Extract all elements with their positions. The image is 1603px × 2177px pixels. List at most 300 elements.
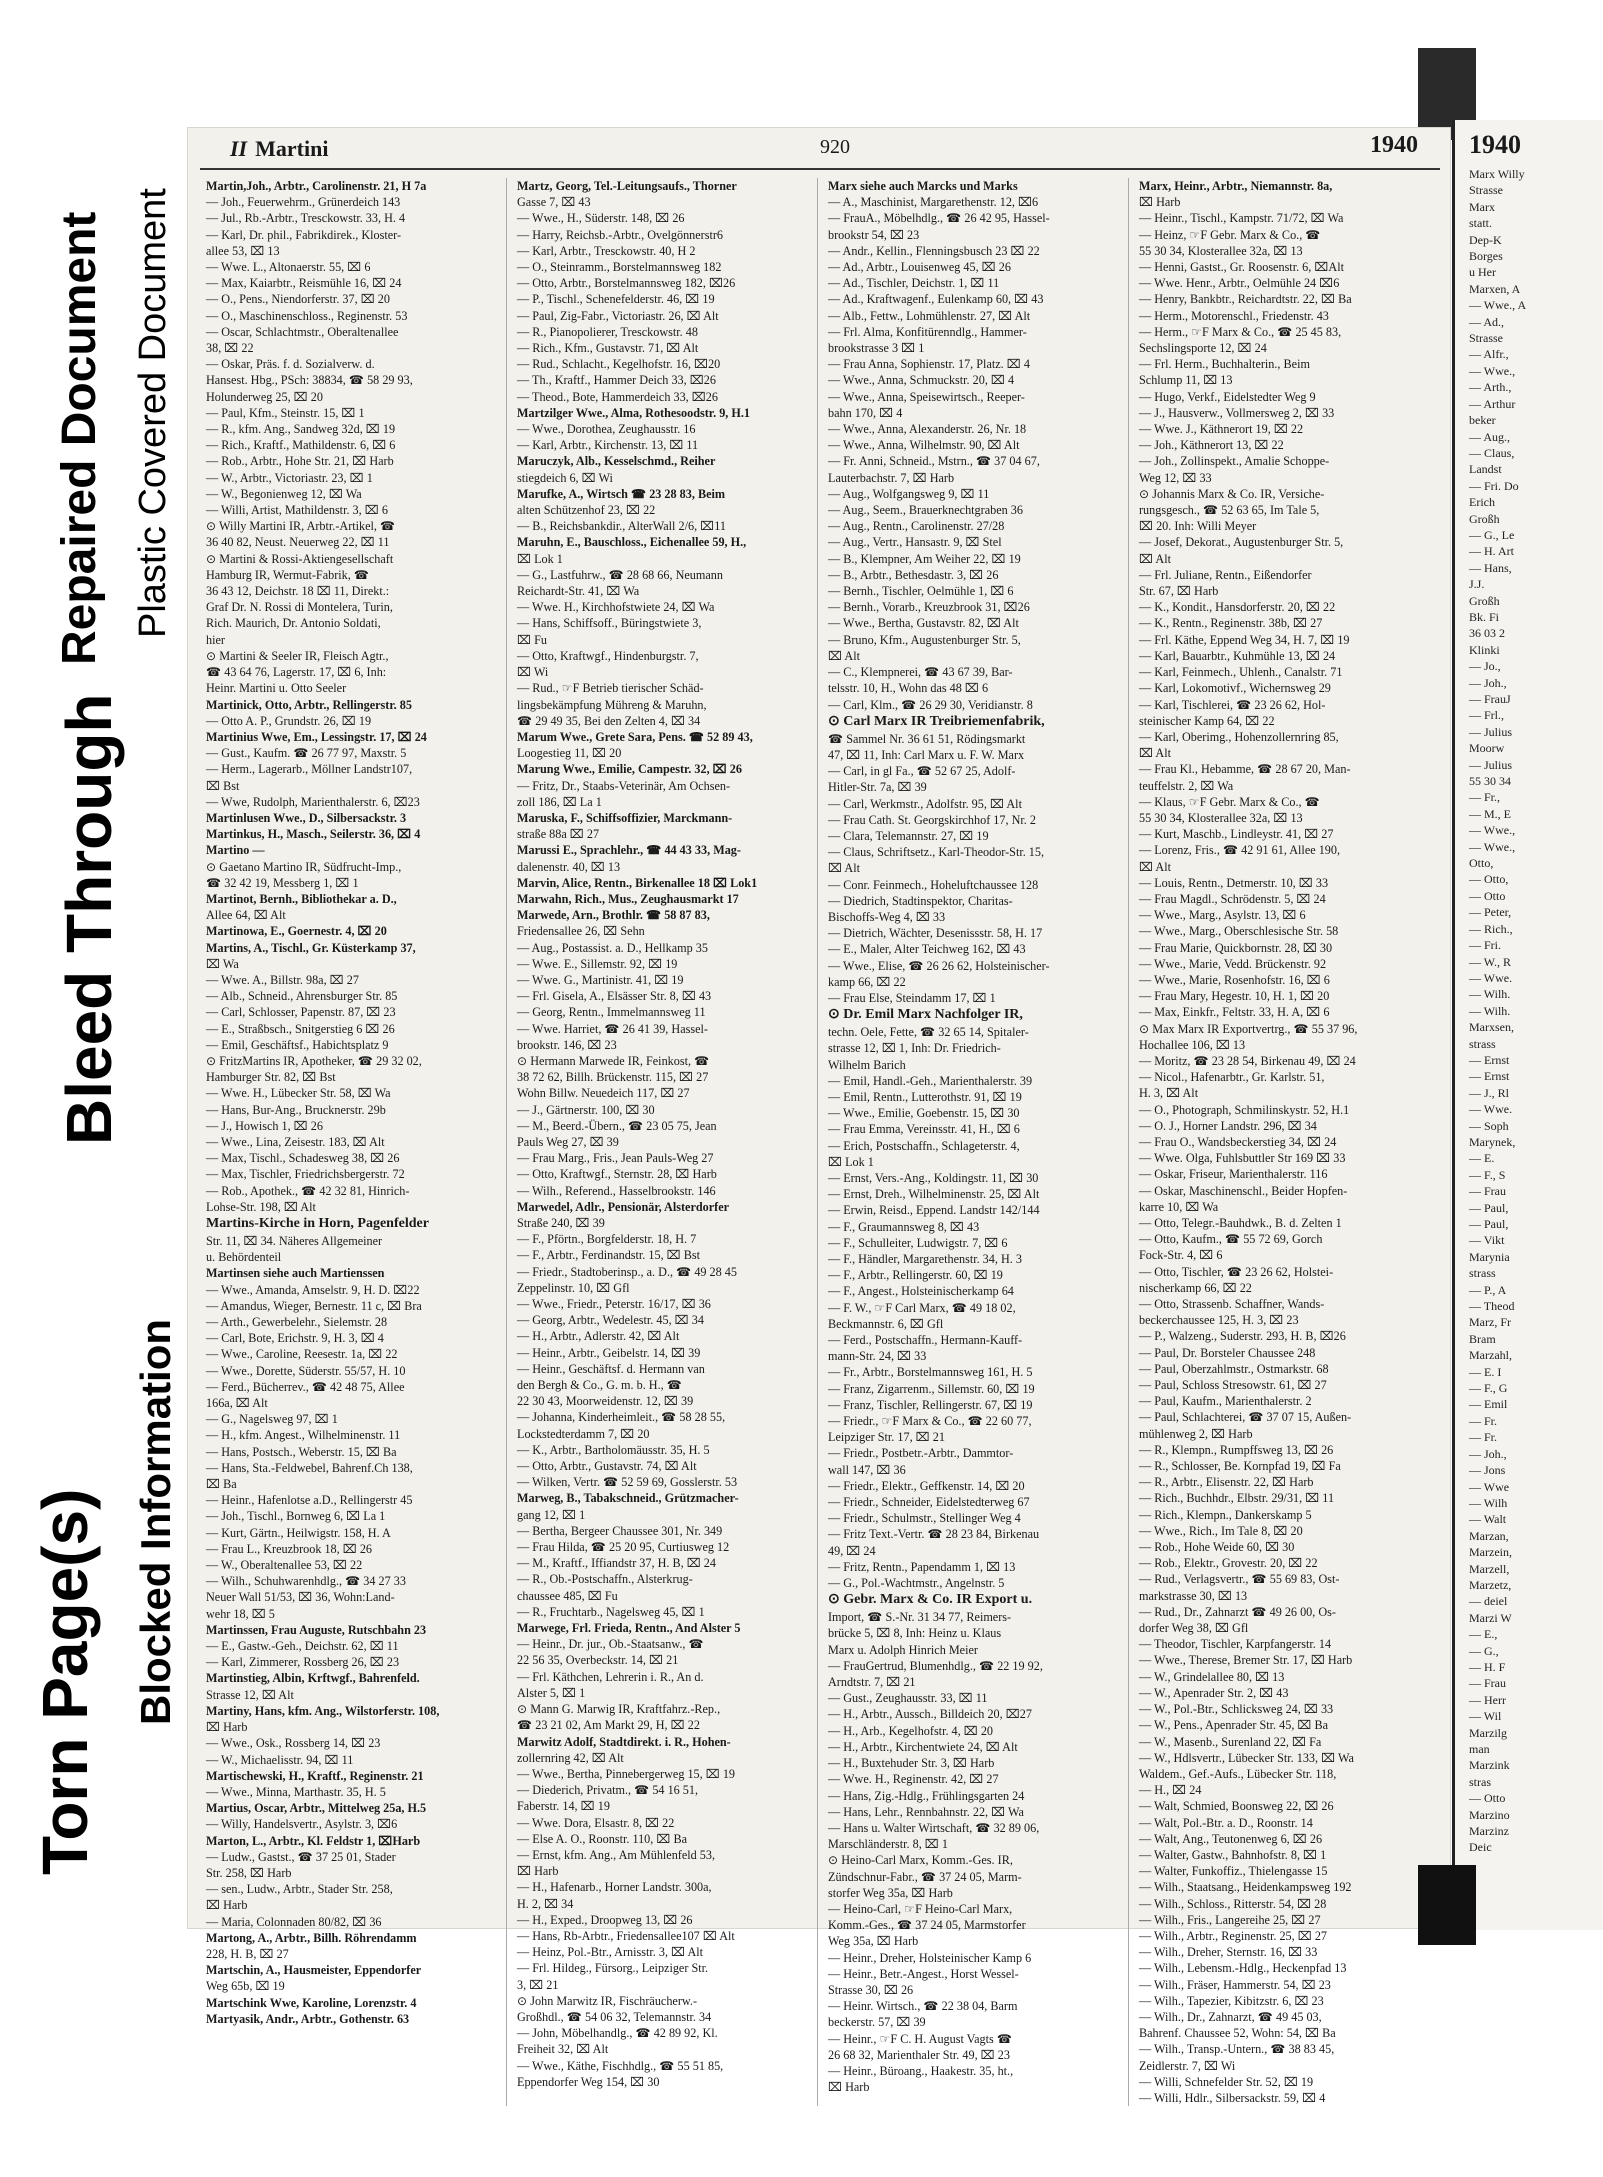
directory-entry: — K., Rentn., Reginenstr. 38b, ⌧ 27: [1139, 616, 1323, 631]
directory-entry: — Fritz Text.-Vertr. ☎ 28 23 84, Birkenau: [828, 1527, 1040, 1542]
directory-entry: — Gust., Zeughausstr. 33, ⌧ 11: [828, 1691, 988, 1706]
directory-entry: — Rich., Kfm., Gustavstr. 71, ⌧ Alt: [517, 341, 699, 356]
directory-entry: dorfer Weg 38, ⌧ Gfl: [1139, 1621, 1249, 1636]
directory-entry: Martius, Oscar, Arbtr., Mittelweg 25a, H.5: [206, 1801, 427, 1816]
adjacent-page-line: — Fr.: [1469, 1430, 1498, 1445]
directory-entry: 47, ⌧ 11, Inh: Carl Marx u. F. W. Marx: [828, 747, 1025, 762]
adjacent-page-line: — Fr.,: [1469, 790, 1501, 805]
adjacent-page-line: — W., R: [1469, 954, 1512, 969]
directory-entry: — Walter, Gastw., Bahnhofstr. 8, ⌧ 1: [1139, 1847, 1327, 1862]
adjacent-page-line: — Aug.,: [1469, 429, 1511, 444]
adjacent-page-line: — FrauJ: [1469, 692, 1511, 706]
directory-entry: Marufke, A., Wirtsch ☎ 23 28 83, Beim: [517, 486, 726, 501]
directory-entry: — Otto, Arbtr., Gustavstr. 74, ⌧ Alt: [517, 1459, 697, 1474]
directory-entry: Beckmannstr. 6, ⌧ Gfl: [828, 1316, 944, 1331]
directory-entry: — Rich., Klempn., Dankerskamp 5: [1139, 1507, 1312, 1522]
directory-entry: Zeidlerstr. 7, ⌧ Wi: [1139, 2058, 1236, 2073]
directory-entry: Schlump 11, ⌧ 13: [1139, 373, 1233, 388]
adjacent-page-line: — G., Le: [1469, 527, 1515, 542]
directory-entry: — Wwe. Dora, Elsastr. 8, ⌧ 22: [517, 1815, 675, 1830]
directory-entry: beckerchaussee 125, H. 3, ⌧ 23: [1139, 1313, 1299, 1328]
directory-entry: — C., Klempnerei, ☎ 43 67 39, Bar-: [828, 665, 1013, 680]
directory-entry: — Hugo, Verkf., Eidelstedter Weg 9: [1139, 389, 1316, 404]
adjacent-page-line: statt.: [1469, 216, 1492, 231]
directory-entry: — Wwe. E., Sillemstr. 92, ⌧ 19: [517, 956, 678, 971]
adjacent-page-line: Landst: [1469, 462, 1502, 477]
directory-entry: — Wwe., Marie, Vedd. Brückenstr. 92: [1139, 956, 1327, 971]
adjacent-page-line: — Rich.,: [1469, 921, 1513, 936]
directory-entry: Martinot, Bernh., Bibliothekar a. D.,: [206, 891, 397, 906]
directory-entry: Pauls Weg 27, ⌧ 39: [517, 1134, 619, 1149]
adjacent-page-line: — Wwe: [1469, 1479, 1510, 1494]
directory-column-4: [1135, 178, 1440, 2106]
directory-entry: — F. W., ☞F Carl Marx, ☎ 49 18 02,: [828, 1300, 1016, 1315]
directory-entry: — Wwe. H., Lübecker Str. 58, ⌧ Wa: [206, 1086, 391, 1101]
directory-entry: Lauterbachstr. 7, ⌧ Harb: [828, 470, 955, 485]
adjacent-page-line: — Frau: [1469, 1184, 1506, 1199]
directory-entry: — F., Schulleiter, Ludwigstr. 7, ⌧ 6: [828, 1235, 1008, 1250]
directory-entry: — Johanna, Kinderheimleit., ☎ 58 28 55,: [517, 1410, 726, 1425]
directory-entry: — Heinr., Geschäftsf. d. Hermann van: [517, 1361, 705, 1376]
directory-entry: — Carl, in gl Fa., ☎ 52 67 25, Adolf-: [828, 764, 1016, 779]
directory-entry: — Hans u. Walter Wirtschaft, ☎ 32 89 06,: [828, 1820, 1040, 1835]
directory-entry: — Ad., Tischler, Deichstr. 1, ⌧ 11: [828, 276, 1000, 291]
directory-entry: — Heinr., Tischl., Kampstr. 71/72, ⌧ Wa: [1139, 211, 1344, 226]
directory-entry: Zündschnur-Fabr., ☎ 37 24 05, Marm-: [828, 1869, 1022, 1884]
adjacent-page-line: — Arthur: [1469, 396, 1516, 411]
directory-entry: Maruska, F., Schiffsoffizier, Marckmann-: [517, 810, 733, 825]
directory-entry: — Fr. Anni, Schneid., Mstrn., ☎ 37 04 67,: [828, 454, 1040, 469]
annotation-repaired-document: Repaired Document: [53, 211, 106, 665]
directory-entry: Waldem., Gef.-Aufs., Lübecker Str. 118,: [1139, 1766, 1337, 1781]
directory-entry: ☎ Sammel Nr. 36 61 51, Rödingsmarkt: [828, 731, 1026, 746]
adjacent-page-line: Marx: [1469, 199, 1495, 214]
directory-entry: Martschink Wwe, Karoline, Lorenzstr. 4: [206, 1995, 417, 2010]
directory-entry: — Diederich, Privatm., ☎ 54 16 51,: [517, 1783, 699, 1798]
directory-entry: — Ernst, Vers.-Ang., Koldingstr. 11, ⌧ 30: [828, 1170, 1039, 1185]
section-name: Martini: [255, 136, 329, 161]
directory-entry: Martins, A., Tischl., Gr. Küsterkamp 37,: [206, 940, 416, 955]
adjacent-page-year: 1940: [1469, 130, 1521, 159]
directory-entry: — Fritz, Dr., Staabs-Veterinär, Am Ochsen-: [517, 778, 731, 793]
directory-entry: — W., Begonienweg 12, ⌧ Wa: [206, 486, 362, 501]
directory-entry: Weg 12, ⌧ 33: [1139, 470, 1212, 485]
adjacent-page-line: — Wilh: [1469, 1495, 1508, 1510]
adjacent-page-line: — Fr.: [1469, 1413, 1498, 1428]
directory-entry: zoll 186, ⌧ La 1: [517, 794, 602, 809]
directory-entry: alten Schützenhof 23, ⌧ 22: [517, 503, 656, 518]
directory-entry: — John, Möbelhandlg., ☎ 42 89 92, Kl.: [517, 2026, 718, 2041]
directory-entry: — Clara, Telemannstr. 27, ⌧ 19: [828, 828, 989, 843]
directory-entry: — Willi, Schnefelder Str. 52, ⌧ 19: [1139, 2074, 1314, 2089]
directory-entry: — Paul, Oberzahlmstr., Ostmarkstr. 68: [1139, 1361, 1329, 1376]
directory-entry: — Klaus, ☞F Gebr. Marx & Co., ☎: [1139, 794, 1320, 809]
directory-entry: — Friedr., ☞F Marx & Co., ☎ 22 60 77,: [828, 1414, 1032, 1429]
adjacent-page-line: — Wil: [1469, 1709, 1502, 1724]
directory-entry: — G., Pol.-Wachtmstr., Angelnstr. 5: [828, 1576, 1005, 1591]
directory-entry: kamp 66, ⌧ 22: [828, 974, 906, 989]
directory-entry: — Wwe. H., Reginenstr. 42, ⌧ 27: [828, 1772, 999, 1787]
directory-entry: — Joh., Käthnerort 13, ⌧ 22: [1139, 438, 1284, 453]
directory-entry: — Otto, Arbtr., Borstelmannsweg 182, ⌧26: [517, 276, 736, 291]
directory-entry: — Wwe. Olga, Fuhlsbuttler Str 169 ⌧ 33: [1139, 1151, 1346, 1166]
directory-entry: — Bertha, Bergeer Chaussee 301, Nr. 349: [517, 1523, 723, 1538]
adjacent-page-line: — J., Rl: [1469, 1085, 1510, 1100]
directory-entry: — Frl. Juliane, Rentn., Eißendorfer: [1139, 567, 1312, 582]
adjacent-page-line: — Alfr.,: [1469, 347, 1509, 362]
directory-entry: — Hans, Postsch., Weberstr. 15, ⌧ Ba: [206, 1444, 397, 1459]
directory-entry: — Walter, Funkoffiz., Thielengasse 15: [1139, 1864, 1328, 1879]
directory-entry: — Aug., Rentn., Carolinenstr. 27/28: [828, 519, 1005, 534]
directory-entry: — R., kfm. Ang., Sandweg 32d, ⌧ 19: [206, 422, 396, 437]
directory-entry: ⌧ Alt: [1139, 746, 1171, 761]
directory-entry: wall 147, ⌧ 36: [828, 1462, 906, 1477]
directory-entry: ⌧ Wa: [206, 956, 239, 971]
directory-entry: — Wwe., Rich., Im Tale 8, ⌧ 20: [1139, 1523, 1303, 1538]
directory-entry: straße 88a ⌧ 27: [517, 827, 600, 842]
directory-entry: — R., Ob.-Postschaffn., Alsterkrug-: [517, 1572, 693, 1587]
directory-entry: ⊙ Gebr. Marx & Co. IR Export u.: [828, 1592, 1033, 1608]
directory-entry: — F., Pförtn., Borgfelderstr. 18, H. 7: [517, 1232, 697, 1247]
adjacent-page-line: Bram: [1469, 1331, 1496, 1346]
directory-entry: — Karl, Arbtr., Kirchenstr. 13, ⌧ 11: [517, 438, 699, 453]
directory-entry: zollernring 42, ⌧ Alt: [517, 1750, 624, 1765]
directory-entry: — Georg, Rentn., Immelmannsweg 11: [517, 1005, 706, 1020]
adjacent-page-line: — Fri. Do: [1469, 478, 1519, 493]
directory-entry: stiegdeich 6, ⌧ Wi: [517, 470, 613, 485]
directory-entry: — Herm., Motorenschl., Friedenstr. 43: [1139, 308, 1329, 323]
directory-entry: — Oscar, Schlachtmstr., Oberaltenallee: [206, 324, 399, 339]
directory-entry: — K., Kondit., Hansdorferstr. 20, ⌧ 22: [1139, 600, 1336, 615]
directory-entry: — Kurt, Gärtn., Heilwigstr. 158, H. A: [206, 1525, 391, 1540]
adjacent-page-line: — E. I: [1469, 1364, 1502, 1379]
directory-entry: Martinstieg, Albin, Krftwgf., Bahrenfeld.: [206, 1671, 420, 1686]
directory-entry: — Wwe., Caroline, Reesestr. 1a, ⌧ 22: [206, 1347, 398, 1362]
adjacent-page-line: Marxen, A: [1469, 281, 1521, 296]
directory-entry: — H., Exped., Droopweg 13, ⌧ 26: [517, 1912, 693, 1927]
directory-entry: — Friedr., Elektr., Geffkenstr. 14, ⌧ 20: [828, 1478, 1025, 1493]
directory-entry: — Wilh., Arbtr., Reginenstr. 25, ⌧ 27: [1139, 1928, 1328, 1943]
directory-entry: — O., Steinramm., Borstelmannsweg 182: [517, 260, 722, 275]
directory-entry: Marvin, Alice, Rentn., Birkenallee 18 ⌧ Lok1: [517, 875, 758, 890]
directory-entry: hier: [206, 632, 225, 647]
directory-entry: Straße 240, ⌧ 39: [517, 1216, 605, 1230]
directory-entry: — Paul, Kfm., Steinstr. 15, ⌧ 1: [206, 405, 365, 420]
adjacent-page-line: — Theod: [1469, 1299, 1515, 1314]
directory-entry: — O., Maschinenschloss., Reginenstr. 53: [206, 308, 408, 323]
directory-entry: telsstr. 10, H., Wohn das 48 ⌧ 6: [828, 681, 989, 696]
adjacent-page-line: — Jo.,: [1469, 659, 1501, 674]
adjacent-page-line: Dep-K: [1469, 232, 1502, 247]
directory-entry: — R., Fruchtarb., Nagelsweg 45, ⌧ 1: [517, 1604, 705, 1619]
directory-entry: — Frl. Alma, Konfitürenndlg., Hammer-: [828, 324, 1027, 339]
directory-entry: Großhdl., ☎ 54 06 32, Telemannstr. 34: [517, 2009, 712, 2024]
directory-entry: Martischewski, H., Kraftf., Reginenstr. 21: [206, 1768, 424, 1783]
directory-entry: Alster 5, ⌧ 1: [517, 1685, 586, 1700]
annotation-blocked-information: Blocked Information: [132, 1318, 179, 1725]
directory-entry: — Carl, Bote, Erichstr. 9, H. 3, ⌧ 4: [206, 1331, 384, 1346]
directory-entry: — Rob., Hohe Weide 60, ⌧ 30: [1139, 1540, 1295, 1555]
directory-entry: ☎ 43 64 76, Lagerstr. 17, ⌧ 6, Inh:: [206, 665, 387, 680]
directory-entry: Rich. Maurich, Dr. Antonio Soldati,: [206, 616, 381, 631]
directory-entry: Marwitz Adolf, Stadtdirekt. i. R., Hohen-: [517, 1734, 731, 1749]
directory-entry: Martinsen siehe auch Martienssen: [206, 1266, 385, 1281]
directory-entry: — Arth., Gewerbelehr., Sielemstr. 28: [206, 1315, 388, 1330]
directory-entry: Marx u. Adolph Hinrich Meier: [828, 1642, 978, 1657]
directory-entry: — W., Apenrader Str. 2, ⌧ 43: [1139, 1685, 1289, 1700]
adjacent-page-line: — Julius: [1469, 757, 1513, 772]
directory-entry: — Wilh., Dr., Zahnarzt, ☎ 49 45 03,: [1139, 2009, 1322, 2024]
directory-entry: Freiheit 32, ⌧ Alt: [517, 2042, 609, 2057]
directory-entry: — Harry, Reichsb.-Arbtr., Ovelgönnerstr6: [517, 227, 724, 242]
adjacent-page-line: — Soph: [1469, 1118, 1509, 1133]
directory-entry: — Wwe., Bertha, Pinnebergerweg 15, ⌧ 19: [517, 1766, 736, 1781]
directory-entry: Martins-Kirche in Horn, Pagenfelder: [206, 1216, 429, 1231]
directory-entry: ⌧ Bst: [206, 778, 240, 793]
directory-entry: — Wilh., Transp.-Untern., ☎ 38 83 45,: [1139, 2042, 1335, 2057]
directory-entry: karre 10, ⌧ Wa: [1139, 1199, 1219, 1214]
directory-entry: — Wwe., Marg., Oberschlesische Str. 58: [1139, 924, 1339, 939]
directory-entry: Gasse 7, ⌧ 43: [517, 195, 591, 210]
directory-entry: — Ferd., Postschaffn., Hermann-Kauff-: [828, 1333, 1023, 1348]
directory-entry: — Karl, Feinmech., Uhlenh., Canalstr. 71: [1139, 665, 1343, 680]
directory-entry: — Wilh., Referend., Hasselbrookstr. 146: [517, 1183, 716, 1198]
directory-entry: — W., Hdlsvertr., Lübecker Str. 133, ⌧ Wa: [1139, 1750, 1354, 1765]
directory-entry: — Wilh., Schloss., Ritterstr. 54, ⌧ 28: [1139, 1896, 1327, 1911]
directory-entry: ⊙ Johannis Marx & Co. IR, Versiche-: [1139, 486, 1325, 501]
directory-entry: ⊙ Martini & Rossi-Aktiengesellschaft: [206, 551, 394, 566]
directory-entry: nischerkamp 66, ⌧ 22: [1139, 1280, 1252, 1295]
adjacent-page-line: Marzell,: [1469, 1561, 1510, 1576]
directory-entry: — Wwe., Amanda, Amselstr. 9, H. D. ⌧22: [206, 1282, 420, 1297]
directory-entry: — Wwe., H., Süderstr. 148, ⌧ 26: [517, 211, 685, 226]
adjacent-page-line: Marzi W: [1469, 1610, 1512, 1625]
directory-entry: — Hans, Sta.-Feldwebel, Bahrenf.Ch 138,: [206, 1460, 413, 1475]
adjacent-page-line: — Ernst: [1469, 1069, 1510, 1084]
directory-entry: ⌧ Harb: [206, 1720, 248, 1735]
directory-entry: — Wwe., Minna, Marthastr. 35, H. 5: [206, 1784, 386, 1799]
directory-entry: Marung Wwe., Emilie, Campestr. 32, ⌧ 26: [517, 762, 742, 777]
directory-entry: — B., Reichsbankdir., AlterWall 2/6, ⌧11: [517, 519, 726, 534]
directory-entry: Arndtstr. 7, ⌧ 21: [828, 1675, 916, 1690]
directory-entry: ⊙ Martini & Seeler IR, Fleisch Agtr.,: [206, 648, 389, 663]
adjacent-page-line: — F., G: [1469, 1381, 1508, 1396]
directory-entry: — Frl. Käthe, Eppend Weg 34, H. 7, ⌧ 19: [1139, 632, 1350, 647]
directory-entry: Marweg, B., Tabakschneid., Grützmacher-: [517, 1491, 739, 1506]
adjacent-page-line: Großh: [1469, 593, 1500, 608]
directory-entry: — Wilh., Fräser, Hammerstr. 54, ⌧ 23: [1139, 1977, 1331, 1992]
directory-entry: Weg 65b, ⌧ 19: [206, 1979, 285, 1994]
directory-entry: — Aug., Postassist. a. D., Hellkamp 35: [517, 940, 708, 955]
directory-entry: — Wwe., Anna, Alexanderstr. 26, Nr. 18: [828, 422, 1027, 437]
directory-entry: — R., Arbtr., Elisenstr. 22, ⌧ Harb: [1139, 1475, 1314, 1490]
scanned-page: [188, 128, 1450, 2105]
directory-entry: — Henni, Gastst., Gr. Roosenstr. 6, ⌧Alt: [1139, 260, 1344, 275]
directory-entry: — Amandus, Wieger, Bernestr. 11 c, ⌧ Bra: [206, 1298, 422, 1313]
directory-entry: — Otto, Kraftwgf., Sternstr. 28, ⌧ Harb: [517, 1167, 717, 1182]
directory-entry: — Max, Tischler, Friedrichsbergerstr. 72: [206, 1167, 405, 1182]
directory-entry: Strasse 12, ⌧ Alt: [206, 1687, 294, 1702]
directory-entry: — Paul, Zig-Fabr., Victoriastr. 26, ⌧ Alt: [517, 308, 719, 323]
directory-entry: — Alb., Schneid., Ahrensburger Str. 85: [206, 989, 398, 1004]
directory-entry: — Joh., Tischl., Bornweg 6, ⌧ La 1: [206, 1509, 386, 1524]
directory-entry: — M., Beerd.-Übern., ☎ 23 05 75, Jean: [517, 1118, 717, 1133]
directory-entry: ⊙ Heino-Carl Marx, Komm.-Ges. IR,: [828, 1853, 1013, 1868]
directory-entry: — Wilh., Lebensm.-Hdlg., Heckenpfad 13: [1139, 1961, 1347, 1976]
directory-entry: Martong, A., Arbtr., Billh. Röhrendamm: [206, 1930, 417, 1945]
adjacent-page-line: — Fri.: [1469, 938, 1502, 953]
directory-entry: 36 40 82, Neust. Neuerweg 22, ⌧ 11: [206, 535, 390, 550]
directory-entry: Hamburger Str. 82, ⌧ Bst: [206, 1070, 336, 1085]
directory-entry: — sen., Ludw., Arbtr., Stader Str. 258,: [206, 1882, 393, 1897]
directory-entry: — Wilh., Staatsang., Heidenkampsweg 192: [1139, 1880, 1352, 1895]
directory-entry: — Hans, Lehr., Rennbahnstr. 22, ⌧ Wa: [828, 1804, 1024, 1819]
directory-entry: — Oskar, Maschinenschl., Beider Hopfen-: [1139, 1183, 1348, 1198]
adjacent-page-line: — E.,: [1469, 1627, 1498, 1642]
directory-entry: — Wwe., Osk., Rossberg 14, ⌧ 23: [206, 1736, 381, 1751]
directory-entry: — Rud., ☞F Betrieb tierischer Schäd-: [517, 681, 704, 696]
directory-entry: — W., Michaelisstr. 94, ⌧ 11: [206, 1752, 354, 1767]
directory-entry: allee 53, ⌧ 13: [206, 243, 280, 258]
directory-entry: — Frau Emma, Vereinsstr. 41, H., ⌧ 6: [828, 1122, 1020, 1137]
adjacent-page-lines: [1455, 160, 1603, 1856]
directory-entry: — Otto A. P., Grundstr. 26, ⌧ 19: [206, 713, 372, 728]
directory-entry: — Wwe. H., Kirchhofstwiete 24, ⌧ Wa: [517, 600, 715, 615]
directory-entry: lingsbekämpfung Mühreng & Maruhn,: [517, 697, 707, 712]
directory-entry: — Heinr., Betr.-Angest., Horst Wessel-: [828, 1966, 1019, 1981]
directory-entry: — Bernh., Vorarb., Kreuzbrook 31, ⌧26: [828, 600, 1030, 615]
directory-entry: — Conr. Feinmech., Hoheluftchaussee 128: [828, 877, 1039, 892]
adjacent-page-line: — P., A: [1469, 1282, 1507, 1297]
directory-entry: H. 2, ⌧ 34: [517, 1896, 574, 1911]
directory-entry: — O., Pens., Niendorferstr. 37, ⌧ 20: [206, 292, 390, 307]
directory-entry: — A., Maschinist, Margarethenstr. 12, ⌧6: [828, 195, 1039, 210]
directory-entry: — Wilken, Vertr. ☎ 52 59 69, Gosslerstr. 53: [517, 1475, 738, 1490]
directory-entry: — R., Pianopolierer, Tresckowstr. 48: [517, 324, 698, 339]
directory-entry: — Dietrich, Wächter, Desenissstr. 58, H. 17: [828, 926, 1043, 941]
directory-entry: 166a, ⌧ Alt: [206, 1396, 268, 1411]
adjacent-page-line: — F., S: [1469, 1167, 1506, 1182]
directory-entry: — Aug., Wolfgangsweg 9, ⌧ 11: [828, 486, 990, 501]
section-roman: II: [230, 136, 248, 161]
adjacent-page-line: — Wilh.: [1469, 987, 1511, 1002]
adjacent-page-line: — Ad.,: [1469, 314, 1505, 329]
directory-entry: — Otto, Strassenb. Schaffner, Wands-: [1139, 1297, 1325, 1312]
directory-entry: techn. Oele, Fette, ☎ 32 65 14, Spitaler-: [828, 1025, 1029, 1040]
directory-entry: ⊙ Gaetano Martino IR, Südfrucht-Imp.,: [206, 859, 402, 874]
adjacent-page-line: — Wwe.,: [1469, 839, 1516, 854]
directory-entry: den Bergh & Co., G. m. b. H., ☎: [517, 1378, 682, 1393]
directory-entry: — FrauA., Möbelhdlg., ☎ 26 42 95, Hassel-: [828, 211, 1050, 226]
directory-entry: Faberstr. 14, ⌧ 19: [517, 1799, 610, 1814]
adjacent-page-line: — Joh.,: [1469, 675, 1507, 690]
directory-entry: — H., Arb., Kegelhofstr. 4, ⌧ 20: [828, 1723, 994, 1738]
adjacent-page-line: Marzino: [1469, 1807, 1510, 1822]
adjacent-page-line: Marz, Fr: [1469, 1315, 1511, 1330]
directory-entry: ⌧ Wi: [517, 665, 549, 680]
directory-entry: u. Behördenteil: [206, 1250, 282, 1265]
directory-entry: — Wwe, Rudolph, Marienthalerstr. 6, ⌧23: [206, 794, 420, 809]
directory-entry: — Rob., Arbtr., Hohe Str. 21, ⌧ Harb: [206, 454, 394, 469]
directory-entry: — Henry, Bankbtr., Reichardtstr. 22, ⌧ Ba: [1139, 292, 1352, 307]
directory-entry: Martschin, A., Hausmeister, Eppendorfer: [206, 1963, 422, 1978]
directory-entry: — Karl, Bauarbtr., Kuhmühle 13, ⌧ 24: [1139, 648, 1336, 663]
directory-entry: ⌧ 20. Inh: Willi Meyer: [1139, 519, 1257, 534]
directory-entry: — W., Pens., Apenrader Str. 45, ⌧ Ba: [1139, 1718, 1329, 1733]
directory-entry: — Willy, Handelsvertr., Asylstr. 3, ⌧6: [206, 1817, 398, 1832]
directory-entry: Eppendorfer Weg 154, ⌧ 30: [517, 2074, 660, 2089]
directory-entry: — Frau Mary, Hegestr. 10, H. 1, ⌧ 20: [1139, 989, 1330, 1004]
directory-entry: — Wwe. J., Käthnerort 19, ⌧ 22: [1139, 422, 1304, 437]
directory-entry: — F., Händler, Margarethenstr. 34, H. 3: [828, 1252, 1022, 1266]
adjacent-page-line: — Ernst: [1469, 1052, 1510, 1067]
directory-entry: — Theod., Bote, Hammerdeich 33, ⌧26: [517, 389, 718, 404]
directory-entry: ⌧ Lok 1: [517, 551, 563, 566]
directory-entry: Strasse 30, ⌧ 26: [828, 1982, 914, 1997]
directory-entry: — Heinr., Büroang., Haakestr. 35, ht.,: [828, 2063, 1014, 2078]
directory-entry: Marum Wwe., Grete Sara, Pens. ☎ 52 89 43,: [517, 729, 753, 744]
directory-entry: — Wwe., Therese, Bremer Str. 17, ⌧ Harb: [1139, 1653, 1353, 1668]
directory-entry: Marx siehe auch Marcks und Marks: [828, 179, 1018, 193]
adjacent-page-line: Bk. Fi: [1469, 609, 1500, 624]
adjacent-page-line: — Otto: [1469, 888, 1506, 903]
directory-entry: ⌧ Alt: [828, 861, 860, 876]
directory-entry: — Wwe., Dorothea, Zeughausstr. 16: [517, 422, 696, 437]
directory-entry: Martinius Wwe, Em., Lessingstr. 17, ⌧ 24: [206, 729, 427, 744]
directory-entry: — H., Arbtr., Kirchentwiete 24, ⌧ Alt: [828, 1739, 1018, 1754]
directory-entry: — Paul, Dr. Borsteler Chaussee 248: [1139, 1345, 1316, 1360]
directory-entry: Str. 258, ⌧ Harb: [206, 1865, 292, 1880]
adjacent-page-line: — Otto: [1469, 1791, 1506, 1806]
directory-entry: ⌧ Lok 1: [828, 1154, 874, 1169]
directory-entry: — Friedr., Stadtoberinsp., a. D., ☎ 49 28 45: [517, 1264, 737, 1279]
directory-entry: — P., Walzeng., Suderstr. 293, H. B, ⌧26: [1139, 1329, 1346, 1344]
directory-entry: — Heinz, ☞F Gebr. Marx & Co., ☎: [1139, 227, 1321, 242]
adjacent-page-line: — H. F: [1469, 1659, 1506, 1674]
directory-entry: 38, ⌧ 22: [206, 341, 254, 356]
directory-entry: mann-Str. 24, ⌧ 33: [828, 1349, 927, 1364]
annotation-torn-pages: Torn Page(s): [29, 1488, 101, 1875]
directory-entry: Bahrenf. Chaussee 52, Wohn: 54, ⌧ Ba: [1139, 2026, 1336, 2041]
directory-entry: storfer Weg 35a, ⌧ Harb: [828, 1885, 953, 1900]
directory-entry: ⊙ Dr. Emil Marx Nachfolger IR,: [828, 1007, 1023, 1023]
directory-entry: — Paul, Kaufm., Marienthalerstr. 2: [1139, 1394, 1312, 1409]
directory-entry: — Aug., Vertr., Hansastr. 9, ⌧ Stel: [828, 535, 1002, 550]
directory-entry: wehr 18, ⌧ 5: [206, 1606, 275, 1621]
directory-entry: — W., Oberaltenallee 53, ⌧ 22: [206, 1558, 363, 1573]
directory-entry: ⌧ Fu: [517, 632, 547, 647]
directory-entry: Martinssen, Frau Auguste, Rutschbahn 23: [206, 1622, 427, 1637]
adjacent-page-line: — Peter,: [1469, 905, 1512, 920]
adjacent-page-line: — Joh.,: [1469, 1446, 1507, 1461]
directory-entry: Martinowa, E., Goernestr. 4, ⌧ 20: [206, 924, 387, 939]
directory-entry: Lohse-Str. 198, ⌧ Alt: [206, 1199, 316, 1214]
directory-entry: Neuer Wall 51/53, ⌧ 36, Wohn:Land-: [206, 1590, 395, 1605]
directory-entry: — Aug., Seem., Brauerknechtgraben 36: [828, 503, 1023, 518]
directory-entry: ⊙ Mann G. Marwig IR, Kraftfahrz.-Rep.,: [517, 1702, 721, 1717]
adjacent-page-line: — M., E: [1469, 806, 1511, 821]
directory-entry: — Ad., Arbtr., Louisenweg 45, ⌧ 26: [828, 260, 1011, 275]
directory-entry: mühlenweg 2, ⌧ Harb: [1139, 1426, 1253, 1441]
directory-entry: — Rud., Dr., Zahnarzt ☎ 49 26 00, Os-: [1139, 1604, 1336, 1619]
directory-entry: Hitler-Str. 7a, ⌧ 39: [828, 780, 927, 795]
adjacent-page-line: Marynia: [1469, 1249, 1510, 1264]
directory-entry: — Wwe., Dorette, Süderstr. 55/57, H. 10: [206, 1363, 406, 1378]
directory-entry: 26 68 32, Marienthaler Str. 49, ⌧ 23: [828, 2047, 1010, 2062]
directory-columns: [202, 178, 1442, 2105]
directory-entry: Marwedel, Adlr., Pensionär, Alsterdorfer: [517, 1199, 730, 1214]
directory-entry: Hamburg IR, Wermut-Fabrik, ☎: [206, 567, 370, 582]
